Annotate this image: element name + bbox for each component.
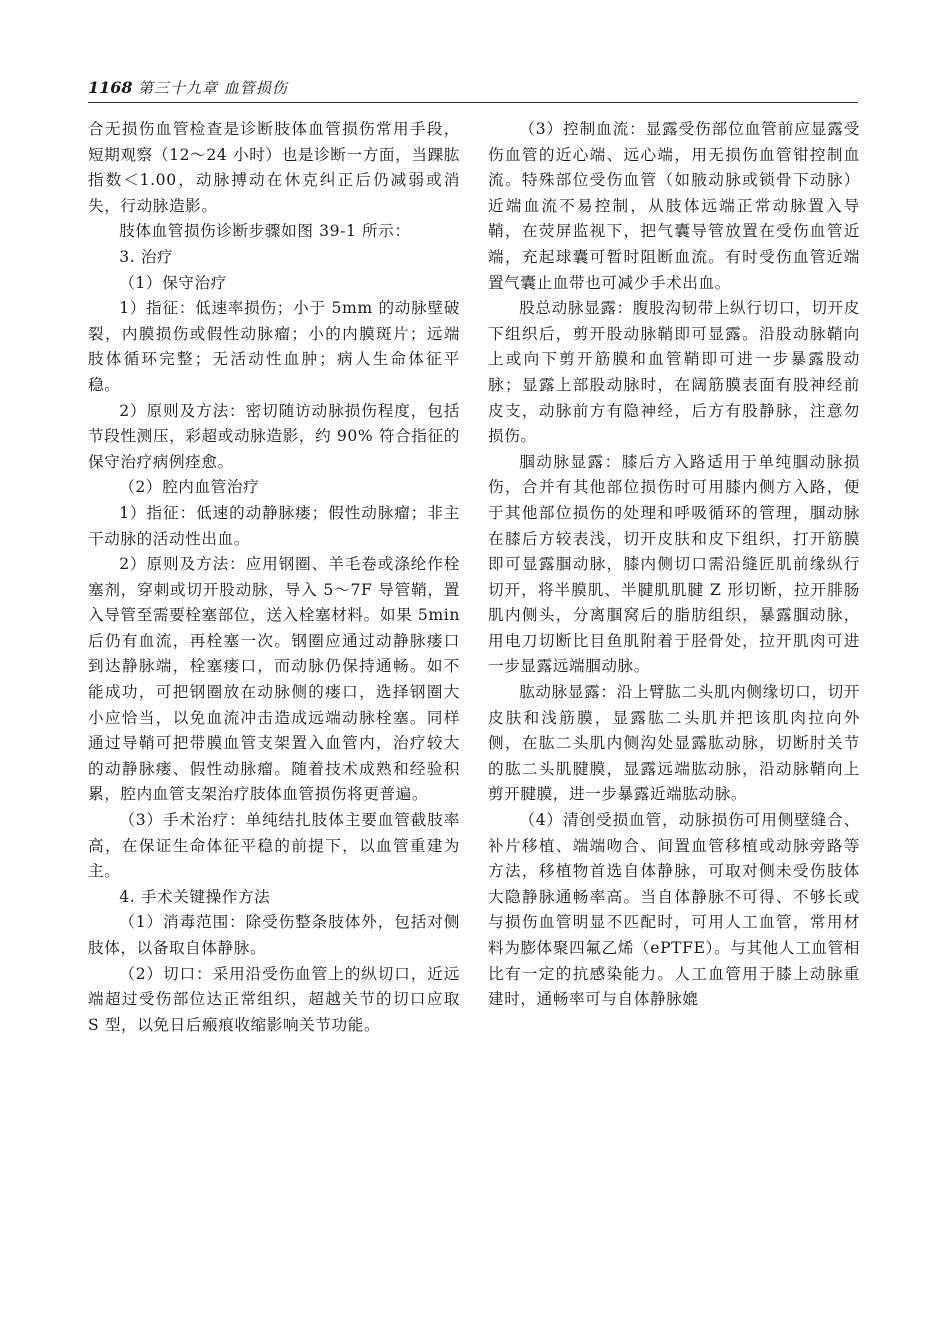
paragraph: 4. 手术关键操作方法 [119,887,271,906]
paragraph: （1）保守治疗 [119,273,227,292]
paragraph: 合无损伤血管检查是诊断肢体血管损伤常用手段，短期观察（12～24 小时）也是诊断一方面，当踝肱指数＜1.00，动脉搏动在休克纠正后仍减弱或消失，行动脉造影。 [88,120,460,215]
chapter-title: 第三十九章 血管损伤 [138,79,288,97]
page-number: 1168 [88,78,133,97]
paragraph: 2）原则及方法：应用钢圈、羊毛卷或涤纶作栓塞剂，穿刺或切开股动脉，导入 5～7F 导管鞘，置入导管至需要栓塞部位，送入栓塞材料。如果 5min 后仍有血流，再栓塞一次。钢圈应通过动静脉瘘口到达静脉端，栓塞瘘口，而动脉仍保持通畅。如不能成功，可把钢圈放在动脉侧的瘘口，选择钢圈大小应恰当，以免血流冲击造成远端动脉栓塞。同样通过导鞘可把带膜血管支架置入血管内，治疗较大的动静脉瘘、假性动脉瘤。随着技术成熟和经验积累，腔内血管支架治疗肢体血管损伤将更普遍。 [88,555,460,804]
left-column [88,117,460,1038]
paragraph: （3）控制血流：显露受伤部位血管前应显露受伤血管的近心端、远心端，用无损伤血管钳控制血流。特殊部位受伤血管（如腋动脉或锁骨下动脉）近端血流不易控制，从肢体远端正常动脉置入导鞘，在荧屏监视下，把气囊导管放置在受伤血管近端，充起球囊可暂时阻断血流。有时受伤血管近端置气囊止血带也可减少手术出血。 [488,120,860,292]
paragraph: 肱动脉显露：沿上臂肱二头肌内侧缘切口，切开皮肤和浅筋膜，显露肱二头肌并把该肌肉拉向外侧，在肱二头肌内侧沟处显露肱动脉，切断肘关节的肱二头肌腱膜，显露远端肱动脉，沿动脉鞘向上剪开腱膜，进一步暴露近端肱动脉。 [488,683,860,804]
paragraph: 肢体血管损伤诊断步骤如图 39-1 所示： [119,222,411,241]
running-header [88,76,858,103]
paragraph: 股总动脉显露：腹股沟韧带上纵行切口，切开皮下组织后，剪开股动脉鞘即可显露。沿股动脉鞘向上或向下剪开筋膜和血管鞘即可进一步暴露股动脉；显露上部股动脉时，在阔筋膜表面有股神经前皮支，动脉前方有隐神经，后方有股静脉，注意勿损伤。 [488,299,860,446]
paragraph: （2）腔内血管治疗 [119,478,260,497]
paragraph: （2）切口：采用沿受伤血管上的纵切口，近远端超过受伤部位达正常组织，超越关节的切口应取 S 型，以免日后瘢痕收缩影响关节功能。 [88,964,460,1034]
paragraph: 1）指征：低速率损伤；小于 5mm 的动脉壁破裂，内膜损伤或假性动脉瘤；小的内膜斑片；远端肢体循环完整；无活动性血肿；病人生命体征平稳。 [88,299,460,394]
paragraph: 3. 治疗 [119,247,174,266]
paragraph: （4）清创受损血管，动脉损伤可用侧壁缝合、补片移植、端端吻合、间置血管移植或动脉旁路等方法，移植物首选自体静脉，可取对侧未受伤肢体大隐静脉通畅率高。当自体静脉不可得、不够长或与损伤血管明显不匹配时，可用人工血管，常用材料为膨体聚四氟乙烯（ePTFE）。与其他人工血管相比有一定的抗感染能力。人工血管用于膝上动脉重建时，通畅率可与自体静脉媲 [488,811,860,1009]
paragraph: 腘动脉显露：膝后方入路适用于单纯腘动脉损伤，合并有其他部位损伤时可用膝内侧方入路，便于其他部位损伤的处理和呼吸循环的管理，腘动脉在膝后方较表浅，切开皮肤和皮下组织，打开筋膜即可显露腘动脉，膝内侧切口需沿缝匠肌前缘纵行切开，将半膜肌、半腱肌肌腱 Z 形切断，拉开腓肠肌内侧头，分离腘窝后的脂肪组织，暴露腘动脉，用电刀切断比目鱼肌附着于胫骨处，拉开肌肉可进一步显露远端腘动脉。 [488,452,860,676]
paragraph: 1）指征：低速的动静脉瘘；假性动脉瘤；非主干动脉的活动性出血。 [88,503,460,548]
right-column [488,117,860,1013]
paragraph: （3）手术治疗：单纯结扎肢体主要血管截肢率高，在保证生命体征平稳的前提下，以血管重建为主。 [88,811,460,881]
paragraph: 2）原则及方法：密切随访动脉损伤程度，包括节段性测压，彩超或动脉造影，约 90% 符合指征的保守治疗病例痊愈。 [88,401,460,471]
paragraph: （1）消毒范围：除受伤整条肢体外，包括对侧肢体，以备取自体静脉。 [88,913,460,957]
